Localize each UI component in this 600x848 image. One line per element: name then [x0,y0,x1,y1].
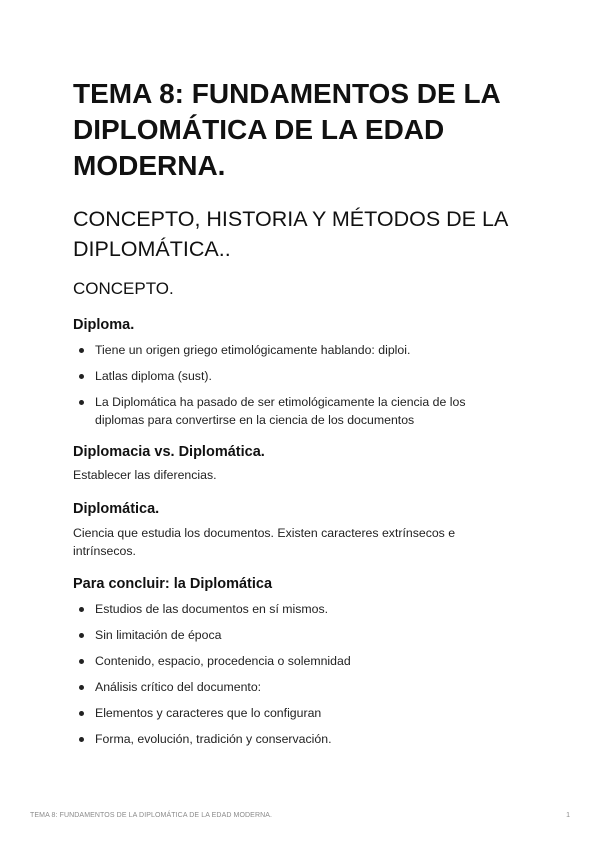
bullet-icon [79,607,84,612]
list-item [73,393,490,429]
list-item-text: Tiene un origen griego etimológicamente hablando: diploi. [95,343,411,357]
conclusion-list [73,600,493,748]
list-item [73,367,493,385]
diploma-heading: Diploma. [73,317,135,333]
list-item-text: Sin limitación de época [95,628,222,642]
bullet-icon [79,737,84,742]
diploma-list [73,341,493,429]
list-item [73,626,493,644]
list-item [73,730,493,748]
list-item-text: Estudios de las documentos en sí mismos. [95,602,329,616]
list-item-text: Forma, evolución, tradición y conservación. [95,732,332,746]
bullet-icon [79,400,84,405]
page-number: 1 [566,812,570,819]
list-item-text: Latlas diploma (sust). [95,369,212,383]
list-item-text: Contenido, espacio, procedencia o solemnidad [95,654,351,668]
diplomatica-text: Ciencia que estudia los documentos. Existen caracteres extrínsecos e intrínsecos. [73,526,456,558]
list-item [73,341,493,359]
bullet-icon [79,633,84,638]
list-item-text: Elementos y caracteres que lo configuran [95,706,322,720]
section-title: CONCEPTO, HISTORIA Y MÉTODOS DE LA DIPLOMÁTICA.. [73,207,508,261]
subsection-title: CONCEPTO. [73,279,174,298]
list-item [73,678,493,696]
diplomatica-heading: Diplomática. [73,501,160,517]
document-title: TEMA 8: FUNDAMENTOS DE LA DIPLOMÁTICA DE LA EDAD MODERNA. [73,78,500,181]
list-item-text: La Diplomática ha pasado de ser etimológicamente la ciencia de los diplomas para convertirse en la ciencia de los documentos [95,395,466,427]
list-item [73,600,493,618]
list-item [73,652,493,670]
bullet-icon [79,348,84,353]
bullet-icon [79,659,84,664]
list-item-text: Análisis crítico del documento: [95,680,262,694]
bullet-icon [79,711,84,716]
list-item [73,704,493,722]
bullet-icon [79,374,84,379]
diplomacia-heading: Diplomacia vs. Diplomática. [73,444,265,460]
bullet-icon [79,685,84,690]
footer-running-title: TEMA 8: FUNDAMENTOS DE LA DIPLOMÁTICA DE LA EDAD MODERNA. [30,812,273,819]
conclusion-heading: Para concluir: la Diplomática [73,576,273,592]
diplomacia-text: Establecer las diferencias. [73,468,217,482]
